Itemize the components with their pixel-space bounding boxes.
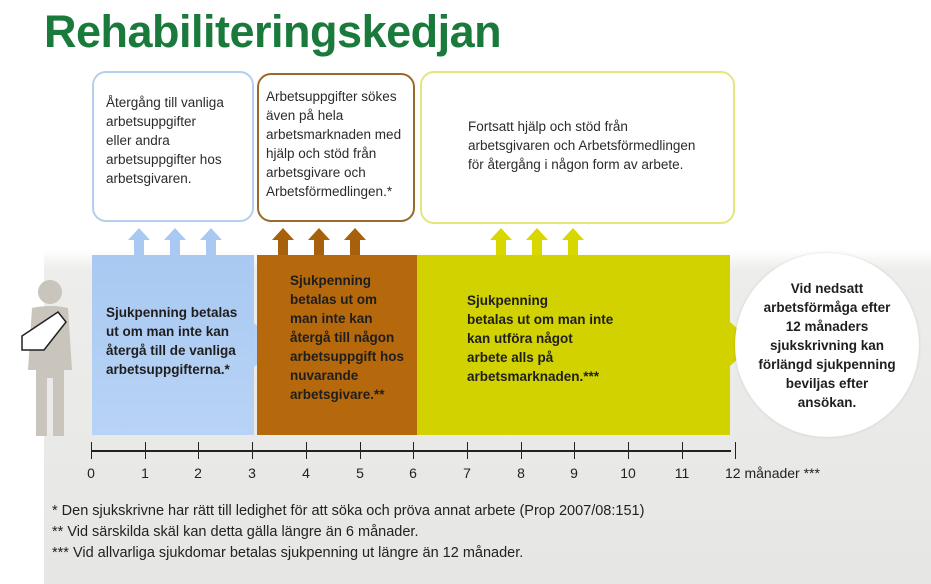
timeline-tick	[628, 442, 629, 459]
callout-line: arbetsgivaren.	[106, 171, 192, 186]
result-line: arbetsförmåga efter	[763, 299, 891, 315]
timeline-tick	[360, 442, 361, 459]
segment-line: ut om man inte kan	[106, 324, 230, 339]
segment-line: arbetsgivare.**	[290, 387, 385, 402]
up-arrow-icon	[164, 228, 186, 258]
callout-line: arbetsuppgifter	[106, 114, 197, 129]
segment-line: betalas ut om man inte	[467, 312, 614, 327]
callout-line: arbetsgivare och	[266, 165, 366, 180]
callout-line: Fortsatt hjälp och stöd från	[468, 119, 628, 134]
footnote: * Den sjukskrivne har rätt till ledighet för att söka och pröva annat arbete (Prop 2007/08:151)	[52, 503, 645, 519]
segment-line: nuvarande	[290, 368, 359, 383]
result-line: 12 månaders	[785, 318, 869, 334]
up-arrows-blue	[128, 228, 236, 258]
up-arrow-icon	[200, 228, 222, 258]
timeline-tick-label: 11	[674, 465, 690, 481]
timeline-tick-label: 4	[302, 465, 310, 481]
callout-return-to-work	[92, 71, 254, 222]
timeline-tick	[521, 442, 522, 459]
segment-line: Sjukpenning betalas	[106, 305, 238, 320]
timeline-tick	[574, 442, 575, 459]
callout-line: arbetsmarknaden med	[266, 127, 402, 142]
footnotes	[52, 501, 644, 564]
result-line: beviljas efter	[785, 375, 869, 391]
timeline-tick-label: 2	[194, 465, 202, 481]
result-line: Vid nedsatt	[790, 280, 864, 296]
callout-line: Återgång till vanliga	[106, 95, 224, 110]
segment-line: arbetsuppgift hos	[290, 349, 404, 364]
callout-line: hjälp och stöd från	[266, 146, 377, 161]
timeline-tick	[413, 442, 414, 459]
timeline-tick	[735, 442, 736, 459]
up-arrow-icon	[308, 228, 330, 258]
segment-line: man inte kan	[290, 311, 373, 326]
timeline-tick-label: 6	[409, 465, 417, 481]
up-arrow-icon	[562, 228, 584, 258]
up-arrow-icon	[526, 228, 548, 258]
segment-line: återgå till de vanliga	[106, 343, 236, 358]
up-arrow-icon	[272, 228, 294, 258]
timeline-tick-label: 12 månader ***	[725, 465, 820, 481]
callout-line: Arbetsuppgifter sökes	[266, 89, 397, 104]
timeline-tick-label: 5	[356, 465, 364, 481]
up-arrows-yellow	[490, 228, 598, 258]
segment-line: arbetsmarknaden.***	[467, 369, 600, 384]
up-arrows-brown	[272, 228, 380, 258]
segment-line: arbete alls på	[467, 350, 554, 365]
timeline-tick-label: 9	[570, 465, 578, 481]
segment-line: betalas ut om	[290, 292, 378, 307]
callout-continued-support	[420, 71, 735, 224]
result-circle	[735, 253, 919, 437]
callout-labour-market	[257, 73, 415, 222]
timeline-tick	[252, 442, 253, 459]
result-line: ansökan.	[797, 394, 857, 410]
timeline-tick-label: 0	[87, 465, 95, 481]
callout-line: även på hela	[266, 108, 344, 123]
callout-line: Arbetsförmedlingen.*	[266, 184, 393, 199]
timeline-tick	[91, 442, 92, 459]
timeline-tick	[467, 442, 468, 459]
up-arrow-icon	[128, 228, 150, 258]
callout-line: arbetsuppgifter hos	[106, 152, 222, 167]
segment-months-0-3	[92, 255, 254, 435]
callout-line: arbetsgivaren och Arbetsförmedlingen	[468, 138, 696, 153]
timeline-tick-label: 1	[141, 465, 149, 481]
timeline-axis	[91, 450, 731, 452]
footnote: ** Vid särskilda skäl kan detta gälla längre än 6 månader.	[52, 524, 419, 540]
timeline-tick-label: 3	[248, 465, 256, 481]
segment-months-3-6	[257, 255, 417, 435]
timeline-tick	[682, 442, 683, 459]
timeline-tick	[306, 442, 307, 459]
result-line: sjukskrivning kan	[769, 337, 885, 353]
up-arrow-icon	[490, 228, 512, 258]
timeline-tick-label: 10	[620, 465, 636, 481]
segment-months-6-12	[417, 255, 730, 435]
result-line: förlängd sjukpenning	[758, 356, 896, 372]
person-with-sling-icon	[20, 278, 80, 438]
callout-line: eller andra	[106, 133, 170, 148]
segment-line: Sjukpenning	[290, 273, 371, 288]
up-arrow-icon	[344, 228, 366, 258]
timeline-tick-label: 7	[463, 465, 471, 481]
segment-line: återgå till någon	[290, 330, 395, 345]
timeline-tick	[198, 442, 199, 459]
segment-line: arbetsuppgifterna.*	[106, 362, 230, 377]
footnote: *** Vid allvarliga sjukdomar betalas sjukpenning ut längre än 12 månader.	[52, 545, 524, 561]
timeline-tick	[145, 442, 146, 459]
callout-line: för återgång i någon form av arbete.	[468, 157, 684, 172]
timeline-tick-label: 8	[517, 465, 525, 481]
page-title: Rehabiliteringskedjan	[44, 6, 502, 57]
segment-line: Sjukpenning	[467, 293, 548, 308]
segment-line: kan utföra något	[467, 331, 573, 346]
